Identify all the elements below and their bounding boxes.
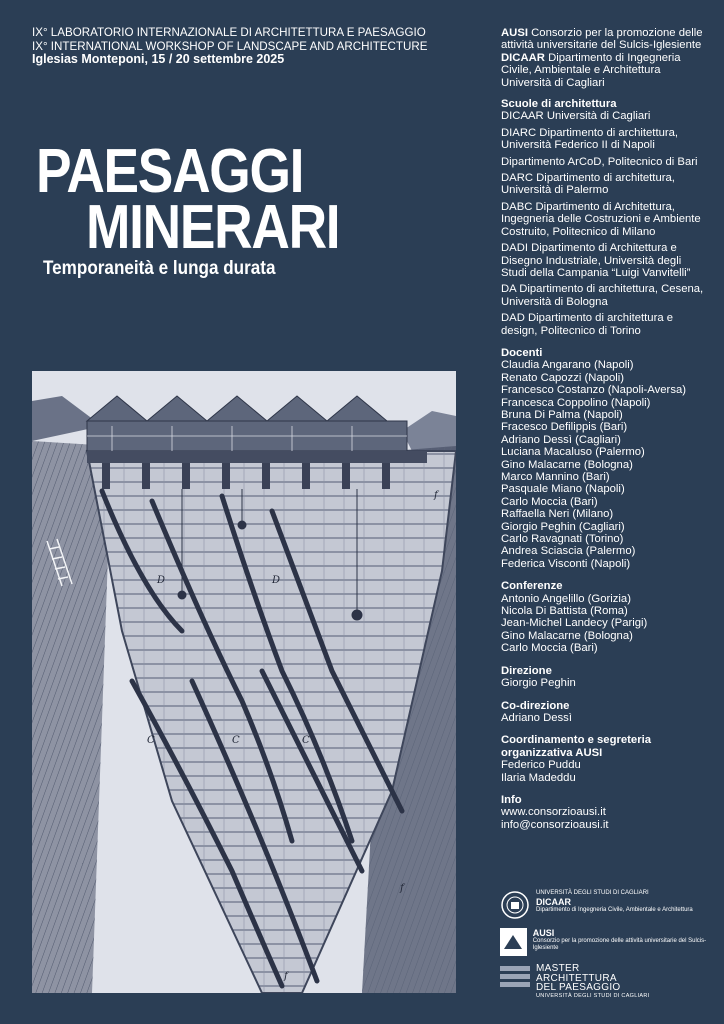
event-header (32, 26, 427, 67)
engraving-label-d1: D (157, 575, 166, 586)
conferenza-item: Nicola Di Battista (Roma) (501, 605, 628, 618)
website-link[interactable]: www.consorzioausi.it (501, 806, 606, 819)
organizer-ausi (501, 27, 706, 52)
school-item: DABC Dipartimento di Architettura, Ingegneria delle Costruzioni e Ambiente Costruito, Politecnico di Milano (501, 200, 701, 238)
docente-item: Claudia Angarano (Napoli) (501, 359, 634, 372)
organizers (501, 27, 706, 89)
conferenza-item: Carlo Moccia (Bari) (501, 642, 598, 655)
ausi-mountain-icon (500, 928, 527, 956)
conferenza-item: Jean-Michel Landecy (Parigi) (501, 617, 648, 630)
master-logo (500, 964, 710, 1000)
engraving-label-f3: f (284, 971, 288, 982)
coordinamento-section (501, 734, 706, 784)
direzione-title: Direzione (501, 664, 552, 677)
engraving-label-c2: C (232, 735, 240, 746)
docente-item: Francesca Coppolino (Napoli) (501, 396, 651, 409)
ausi-logo (500, 928, 710, 956)
dicaar-logo (500, 890, 710, 920)
conferenze-section (501, 580, 706, 654)
poster-subtitle: Temporaneità e lunga durata (43, 258, 276, 279)
conferenza-item: Gino Malacarne (Bologna) (501, 629, 633, 642)
logos-area (500, 890, 710, 1008)
docente-item: Giorgio Peghin (Cagliari) (501, 520, 625, 533)
coordinamento-item: Ilaria Madeddu (501, 771, 576, 784)
ausi-logo-desc: Consorzio per la promozione delle attività universitarie del Sulcis-Iglesiente (532, 938, 707, 951)
docente-item: Bruna Di Palma (Napoli) (501, 408, 623, 421)
dicaar-university: UNIVERSITÀ DEGLI STUDI DI CAGLIARI (536, 890, 649, 896)
docente-item: Adriano Dessì (Cagliari) (501, 433, 621, 446)
engraving-label-d2: D (272, 575, 281, 586)
email-link[interactable]: info@consorzioausi.it (501, 818, 609, 831)
coordinamento-item: Federico Puddu (501, 759, 581, 772)
engraving-label-f2: f (400, 883, 404, 894)
organizer-dicaar (501, 52, 706, 89)
organizer-dicaar-name: DICAAR (501, 51, 545, 64)
docente-item: Carlo Moccia (Bari) (501, 495, 598, 508)
school-item: Dipartimento ArCoD, Politecnico di Bari (501, 155, 698, 168)
ausi-logo-name: AUSI (532, 928, 555, 938)
dicaar-logo-desc: Dipartimento di Ingegneria Civile, Ambientale e Architettura (536, 907, 693, 913)
docente-item: Marco Mannino (Bari) (501, 471, 610, 483)
docente-item: Gino Malacarne (Bologna) (501, 458, 633, 471)
master-line-4: UNIVERSITÀ DEGLI STUDI DI CAGLIARI (536, 992, 650, 999)
school-item: DAD Dipartimento di architettura e design, Politecnico di Torino (501, 312, 674, 337)
docente-item: Luciana Macaluso (Palermo) (501, 446, 645, 459)
schools-section (501, 98, 706, 337)
school-item: DADI Dipartimento di Architettura e Disegno Industriale, Università degli Studi della Campania “Luigi Vanvitelli” (501, 242, 691, 279)
info-section (501, 794, 706, 831)
dicaar-logo-name: DICAAR (536, 897, 571, 907)
conferenze-title: Conferenze (501, 580, 563, 593)
info-title: Info (501, 793, 522, 806)
info-column (501, 27, 706, 841)
school-item: DA Dipartimento di architettura, Cesena, Università di Bologna (501, 283, 704, 308)
docente-item: Pasquale Miano (Napoli) (501, 483, 625, 496)
docente-item: Andrea Sciascia (Palermo) (501, 545, 636, 558)
docente-item: Fracesco Defilippis (Bari) (501, 421, 628, 434)
schools-title: Scuole di architettura (501, 98, 617, 111)
direzione-section (501, 665, 706, 690)
docenti-title: Docenti (501, 346, 543, 359)
university-seal-icon (500, 890, 530, 920)
school-item: DARC Dipartimento di architettura, Università di Palermo (501, 172, 675, 197)
engraving-label-f1: f (434, 490, 438, 501)
codirezione-title: Co-direzione (501, 699, 570, 712)
poster-title (36, 137, 476, 262)
school-item: DIARC Dipartimento di architettura, Università Federico II di Napoli (501, 126, 679, 152)
organizer-ausi-name: AUSI (501, 27, 528, 39)
header-line-it: IX° LABORATORIO INTERNAZIONALE DI ARCHITETTURA E PAESAGGIO (32, 26, 426, 39)
docente-item: Renato Capozzi (Napoli) (501, 371, 625, 384)
master-line-2: ARCHITETTURA (536, 972, 617, 984)
docenti-section (501, 347, 706, 570)
codirezione-item: Adriano Dessì (501, 711, 572, 724)
title-line-2: MINERARI (86, 193, 340, 262)
docente-item: Carlo Ravagnati (Torino) (501, 533, 624, 546)
organizer-dicaar-desc: Dipartimento di Ingegneria Civile, Ambientale e Architettura Università di Cagliari (501, 51, 681, 89)
master-mark-icon (500, 964, 530, 994)
codirezione-section (501, 700, 706, 725)
conferenza-item: Antonio Angelillo (Gorizia) (501, 592, 631, 605)
master-line-3: DEL PAESAGGIO (536, 982, 621, 993)
docente-item: Federica Visconti (Napoli) (501, 557, 631, 570)
organizer-ausi-desc: Consorzio per la promozione delle attività universitarie del Sulcis-Iglesiente (501, 27, 703, 52)
docente-item: Francesco Costanzo (Napoli-Aversa) (501, 384, 687, 397)
coordinamento-title: Coordinamento e segreteria organizzativa AUSI (501, 734, 652, 759)
docente-item: Raffaella Neri (Milano) (501, 508, 614, 521)
master-line-1: MASTER (536, 963, 580, 974)
engraving-label-c3: C (302, 735, 310, 746)
engraving-label-c1: C (147, 735, 155, 746)
direzione-item: Giorgio Peghin (501, 677, 576, 690)
title-line-1: PAESAGGI (36, 137, 304, 206)
school-item: DICAAR Università di Cagliari (501, 110, 651, 123)
event-date: Iglesias Monteponi, 15 / 20 settembre 2025 (32, 52, 285, 66)
header-line-en: IX° INTERNATIONAL WORKSHOP OF LANDSCAPE AND ARCHITECTURE (32, 39, 428, 53)
mine-engraving-image (32, 371, 456, 993)
